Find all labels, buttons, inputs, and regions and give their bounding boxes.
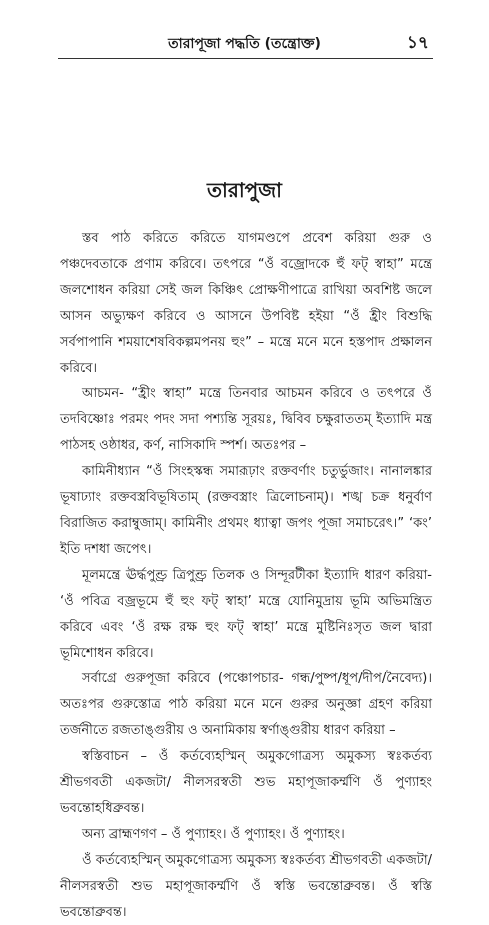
body-text bbox=[60, 226, 432, 925]
paragraph: আচমন- “হ্রীং স্বাহা” মন্ত্রে তিনবার আচমন করিবে ও তৎপরে ওঁ তদবিষ্ণোঃ পরমং পদং সদা পশ্যন্তি সূরয়ঃ, দ্বিবিব চক্ষুরাততম্ ইত্যাদি মন্ত্র পাঠসহ ওষ্ঠাধর, কর্ণ, নাসিকাদি স্পর্শ। অতঃপর – bbox=[60, 386, 432, 454]
page-number: ১৭ bbox=[406, 33, 429, 53]
paragraph: স্তব পাঠ করিতে করিতে যাগমণ্ডপে প্রবেশ করিয়া গুরু ও পঞ্চদেবতাকে প্রণাম করিবে। তৎপরে “ওঁ বজ্রোদকে হুঁ ফট্ স্বাহা” মন্ত্রে জলশোধন করিয়া সেই জল কিঞ্চিৎ প্রোক্ষণীপাত্রে রাখিয়া অবশিষ্ট জলে আসন অভ্যুক্ষণ করিবে ও আসনে উপবিষ্ট হইয়া “ওঁ হ্রীং বিশুদ্ধি সর্বপাপানি শময়াশেষবিকল্পমপনয় হুং” – মন্ত্রে মনে মনে হস্তপাদ প্রক্ষালন করিবে। bbox=[60, 231, 432, 376]
paragraph: অন্য ব্রাহ্মণগণ – ওঁ পুণ্যাহং। ওঁ পুণ্যাহং। ওঁ পুণ্যাহং। bbox=[82, 826, 345, 842]
paragraph: স্বস্তিবাচন – ওঁ কর্তব্যেহস্মিন্ অমুকগোত্রস্য অমুকস্য স্বঃকর্তব্য শ্রীভগবতী একজটা/ নীলসরস্বতী শুভ মহাপূজাকর্ম্মণি ওঁ পুণ্যাহং ভবন্তোহধিব্রুবন্ত। bbox=[60, 749, 432, 816]
paragraph: মূলমন্ত্রে ঊর্দ্ধপুণ্ড্র ত্রিপুণ্ড্র তিলক ও সিন্দূরটীকা ইত্যাদি ধারণ করিয়া- ‘ওঁ পবিত্র বজ্রভূমে হুঁ হুং ফট্ স্বাহা’ মন্ত্রে যোনিমুদ্রায় ভূমি অভিমন্ত্রিত করিবে এবং ‘ওঁ রক্ষ রক্ষ হুং ফট্ স্বাহা’ মন্ত্রে মুষ্টিনিঃসৃত জল দ্বারা ভূমিশোধন করিবে। bbox=[60, 567, 432, 661]
paragraph: ওঁ কর্তব্যেহস্মিন্ অমুকগোত্রস্য অমুকস্য স্বঃকর্তব্য শ্রীভগবতী একজটা/ নীলসরস্বতী শুভ মহাপূজাকর্ম্মণি ওঁ স্বস্তি ভবন্তোব্রুবন্ত। ওঁ স্বস্তি ভবন্তোব্রুবন্ত। bbox=[60, 852, 432, 920]
section-title: তারাপুজা bbox=[207, 178, 282, 202]
paragraph: সর্বাগ্রে গুরুপূজা করিবে (পঞ্চোপচার- গন্ধ/পুষ্প/ধূপ/দীপ/নৈবেদ্য)। অতঃপর গুরুস্তোত্র পাঠ করিয়া মনে মনে গুরুর অনুজ্ঞা গ্রহণ করিয়া তর্জনীতে রজতাঙ্গুরীয় ও অনামিকায় স্বর্ণাঙ্গুরীয় ধারণ করিয়া – bbox=[60, 671, 432, 739]
header-title: তারাপূজা পদ্ধতি (তন্ত্রোক্ত) bbox=[168, 36, 321, 52]
header-rule bbox=[58, 58, 433, 59]
running-header bbox=[60, 30, 429, 54]
paragraph: কামিনীধ্যান “ওঁ সিংহস্কন্ধ সমারূঢ়াং রক্তবর্ণাং চতুর্ভুজাং। নানালঙ্কার ভূষাঢ্যাং রক্তবস্ত্রবিভূষিতাম্ (রক্তবস্ত্রাং ত্রিলোচনাম্)। শঙ্খ চক্র ধনুর্বাণ বিরাজিত করাম্বুজাম্। কামিনীং প্রথমং ধ্যাত্বা জপং পূজা সমাচরেৎ।” ‘কং’ ইতি দশধা জপেৎ। bbox=[60, 464, 432, 557]
